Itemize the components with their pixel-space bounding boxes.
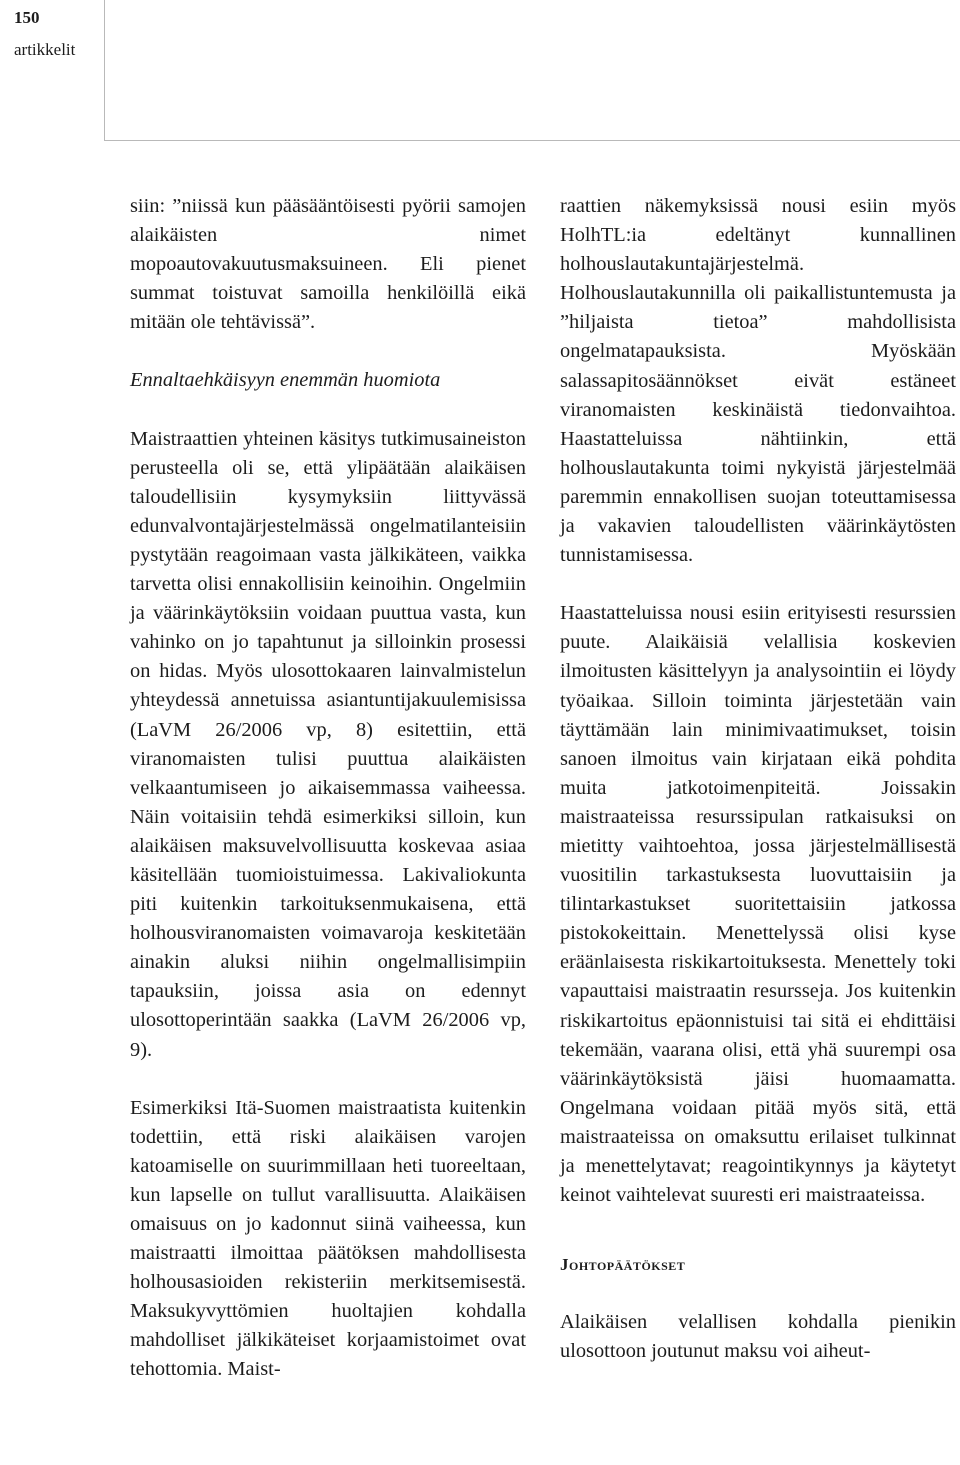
paragraph: Alaikäisen velallisen kohdalla pienikin ulosottoon joutunut maksu voi aiheut-	[560, 1311, 956, 1363]
paragraph: raattien näkemyksissä nousi esiin myös HolhTL:ia edeltänyt kunnallinen holhouslautakuntajärjestelmä. Holhouslautakunnilla oli paikallistuntemusta ja ”hiljaista tietoa” mahdollisista ongelmatapauksista. Myöskään salassapitosäännökset eivät estäneet viranomaisten keskinäistä tiedonvaihtoa. Haastatteluissa nähtiinkin, että holhouslautakunta toimi nykyistä järjestelmää paremmin ennakollisen suojan toteuttamisessa ja vakavien taloudellisten väärinkäytösten tunnistamisessa.	[560, 195, 956, 567]
spacer	[560, 1279, 956, 1308]
subheading: Ennaltaehkäisyyn enemmän huomiota	[130, 369, 441, 392]
left-column	[130, 192, 526, 1385]
page-header	[0, 0, 104, 140]
paragraph: Haastatteluissa nousi esiin erityisesti resurssien puute. Alaikäisiä velallisia koskevien ilmoitusten käsittelyyn ja analysointiin ei löydy työaikaa. Silloin toiminta järjestetään vain täyttämään lain minimivaatimukset, toisin sanoen ilmoitus vain kirjataan eikä pohdita muita jatkotoimenpiteitä. Joissakin maistraateissa resurssipulan ratkaisuksi on mietitty vaihtoehtoa, jossa järjestelmällisestä vuositilin tarkastuksesta luovuttaisiin ja tilintarkastukset suoritettaisiin jatkossa pistokokeittain. Menettelyssä olisi kyse eräänlaisesta riskikartoituksesta. Menettely toki vapauttaisi maistraatin resursseja. Jos kuitenkin riskikartoitus epäonnistuisi tai sitä ei ehdittäisi tekemään, vaarana olisi, että yhä suurempi osa väärinkäytöksistä jäisi huomaamatta. Ongelmana voidaan pitää myös sitä, että maistraateissa on omaksuttu erilaiset tulkinnat ja menettelytavat; reagointikynnys ja käytetyt keinot vaihtelevat suuresti eri maistraateissa.	[560, 602, 956, 1207]
paragraph: Esimerkiksi Itä-Suomen maistraatista kuitenkin todettiin, että riski alaikäisen varojen katoamiselle on suurimmillaan heti tuoreeltaan, kun lapselle on tullut varallisuutta. Alaikäisen omaisuus on jo kadonnut siinä vaiheessa, kun maistraatti ilmoittaa päätöksen mahdollisesta holhousasioiden rekisteriin merkitsemisestä. Maksukyvyttömien huoltajien kohdalla mahdolliset jälkikäteiset korjaamistoimet ovat tehottomia. Maist-	[130, 1096, 526, 1381]
spacer	[560, 570, 956, 599]
header-horizontal-rule	[104, 140, 960, 141]
spacer	[130, 337, 526, 366]
paragraph: siin: ”niissä kun pääsääntöisesti pyörii samojen alaikäisten nimet mopoautovakuutusmaksuineen. Eli pienet summat toistuvat samoilla henkilöillä eikä mitään ole tehtävissä”.	[130, 195, 526, 334]
section-heading: Johtopäätökset	[560, 1255, 686, 1275]
spacer	[130, 396, 526, 425]
right-column	[560, 192, 956, 1366]
header-vertical-rule	[104, 0, 105, 140]
section-label: artikkelit	[14, 40, 76, 59]
spacer	[560, 1210, 956, 1250]
paragraph: Maistraattien yhteinen käsitys tutkimusaineiston perusteella oli se, että ylipäätään alaikäisen taloudellisiin kysymyksiin liittyvässä edunvalvontajärjestelmässä ongelmatilanteisiin pystytään reagoimaan vasta jälkikäteen, vaikka tarvetta olisi ennakollisiin keinoihin. Ongelmiin ja väärinkäytöksiin voidaan puuttua vasta, kun vahinko on jo tapahtunut ja silloinkin prosessi on hidas. Myös ulosottokaaren lainvalmistelun yhteydessä annetuissa asiantuntijakuulemisissa (LaVM 26/2006 vp, 8) esitettiin, että viranomaisten tulisi puuttua alaikäisten velkaantumiseen jo aikaisemmassa vaiheessa. Näin voitaisiin tehdä esimerkiksi silloin, kun alaikäisen maksuvelvollisuutta koskevaa asiaa käsitellään tuomioistuimessa. Lakivaliokunta piti kuitenkin tarkoituksenmukaisena, että holhousviranomaisten voimavaroja keskitetään ainakin aluksi niihin ongelmallisimpiin tapauksiin, joissa asia on edennyt ulosottoperintään saakka (LaVM 26/2006 vp, 9).	[130, 427, 526, 1061]
page-number: 150	[14, 8, 40, 27]
spacer	[130, 1065, 526, 1094]
